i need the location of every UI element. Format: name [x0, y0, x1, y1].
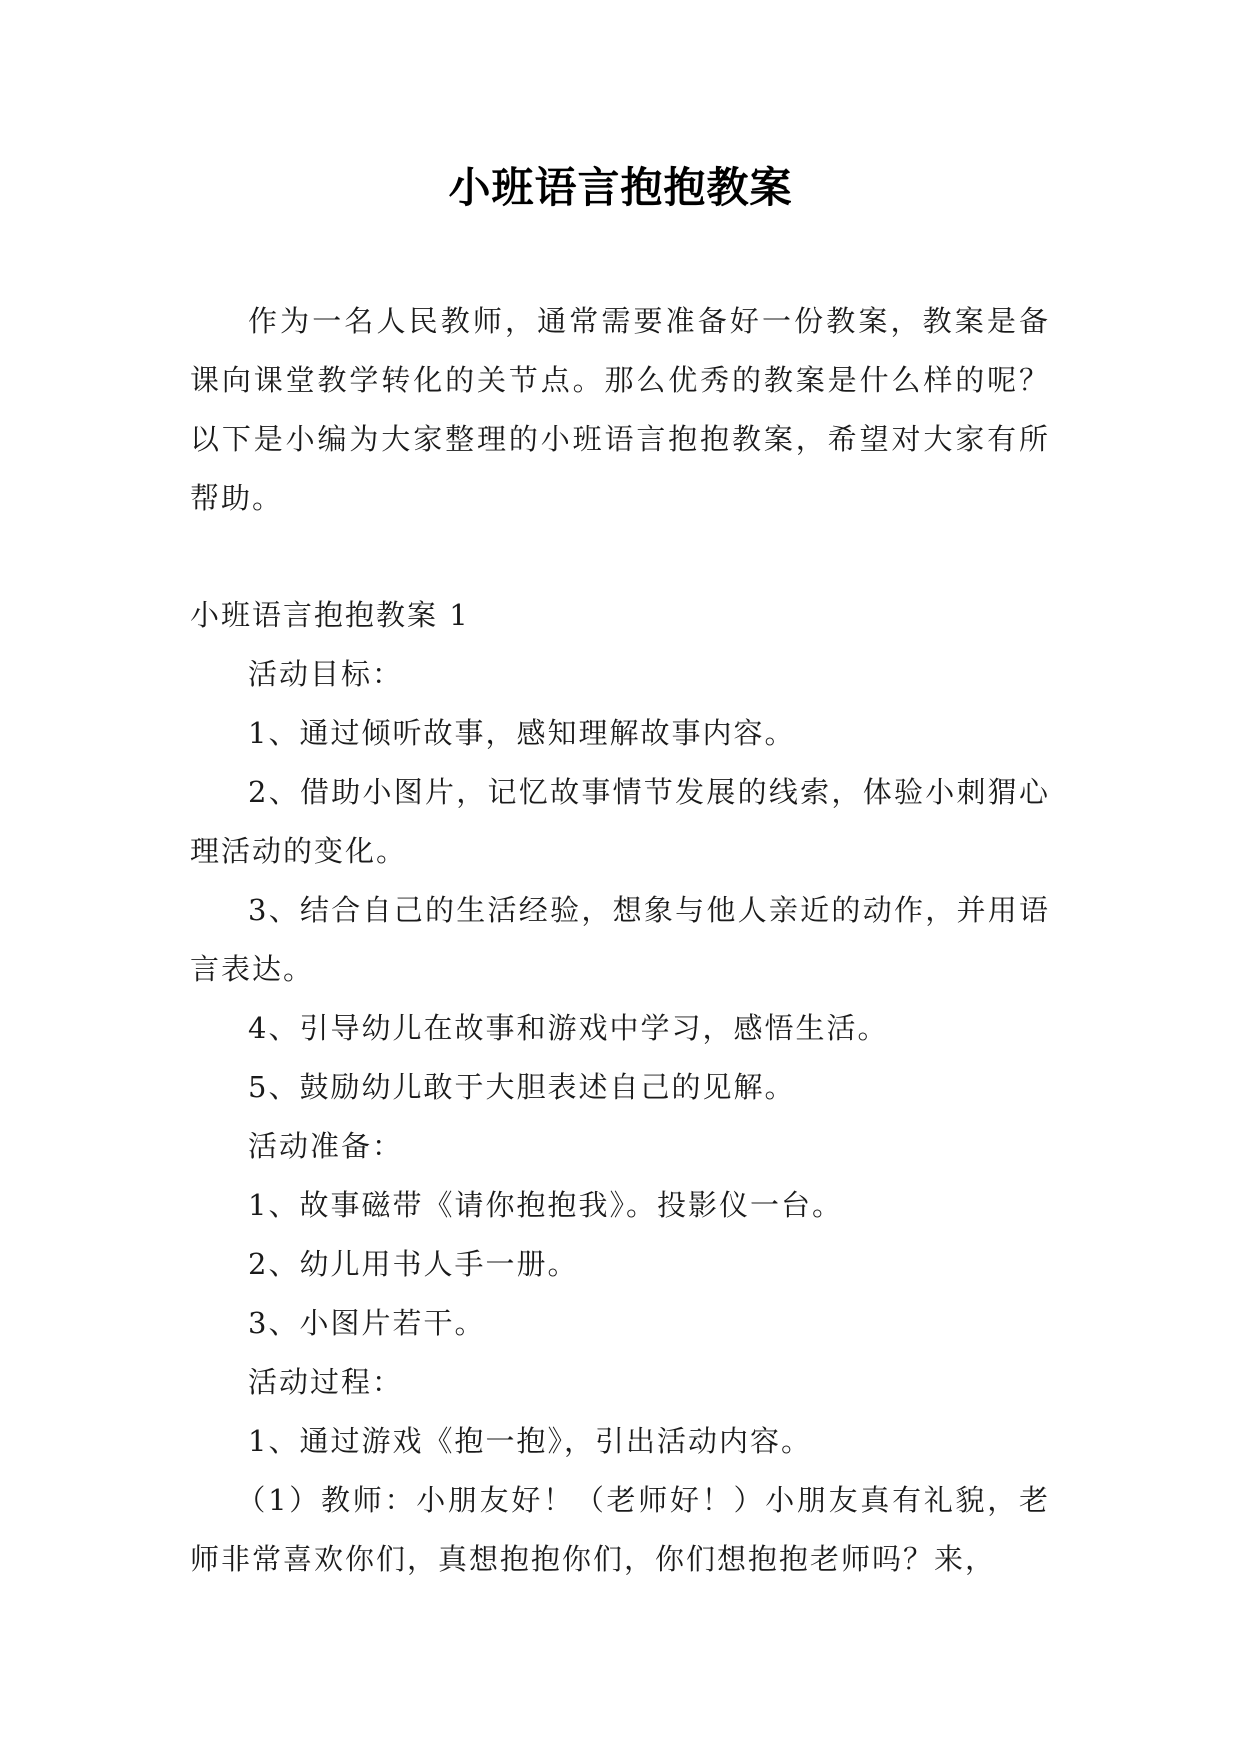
prep-heading: 活动准备： — [248, 1129, 404, 1163]
section-heading: 小班语言抱抱教案 1 — [190, 598, 470, 632]
intro-paragraph: 作为一名人民教师，通常需要准备好一份教案，教案是备课向课堂教学转化的关节点。那么优秀的教案是什么样的呢？以下是小编为大家整理的小班语言抱抱教案，希望对大家有所帮助。 — [190, 304, 1050, 515]
goal-item: 4、引导幼儿在故事和游戏中学习，感悟生活。 — [248, 1011, 889, 1045]
document-title: 小班语言抱抱教案 — [448, 163, 793, 212]
prep-item: 2、幼儿用书人手一册。 — [248, 1247, 579, 1281]
process-item: 1、通过游戏《抱一抱》，引出活动内容。 — [248, 1424, 812, 1458]
document-body — [190, 292, 1050, 1589]
prep-item: 1、故事磁带《请你抱抱我》。投影仪一台。 — [248, 1188, 843, 1222]
goal-item: 2、借助小图片，记忆故事情节发展的线索，体验小刺猬心理活动的变化。 — [190, 775, 1050, 868]
process-item: （1）教师：小朋友好！（老师好！）小朋友真有礼貌，老师非常喜欢你们，真想抱抱你们，你们想抱抱老师吗？来， — [190, 1483, 1050, 1576]
goal-item: 5、鼓励幼儿敢于大胆表述自己的见解。 — [248, 1070, 796, 1104]
goal-item: 1、通过倾听故事，感知理解故事内容。 — [248, 716, 796, 750]
process-heading: 活动过程： — [248, 1365, 404, 1399]
goals-heading: 活动目标： — [248, 657, 404, 691]
goal-item: 3、结合自己的生活经验，想象与他人亲近的动作，并用语言表达。 — [190, 893, 1050, 986]
prep-item: 3、小图片若干。 — [248, 1306, 486, 1340]
